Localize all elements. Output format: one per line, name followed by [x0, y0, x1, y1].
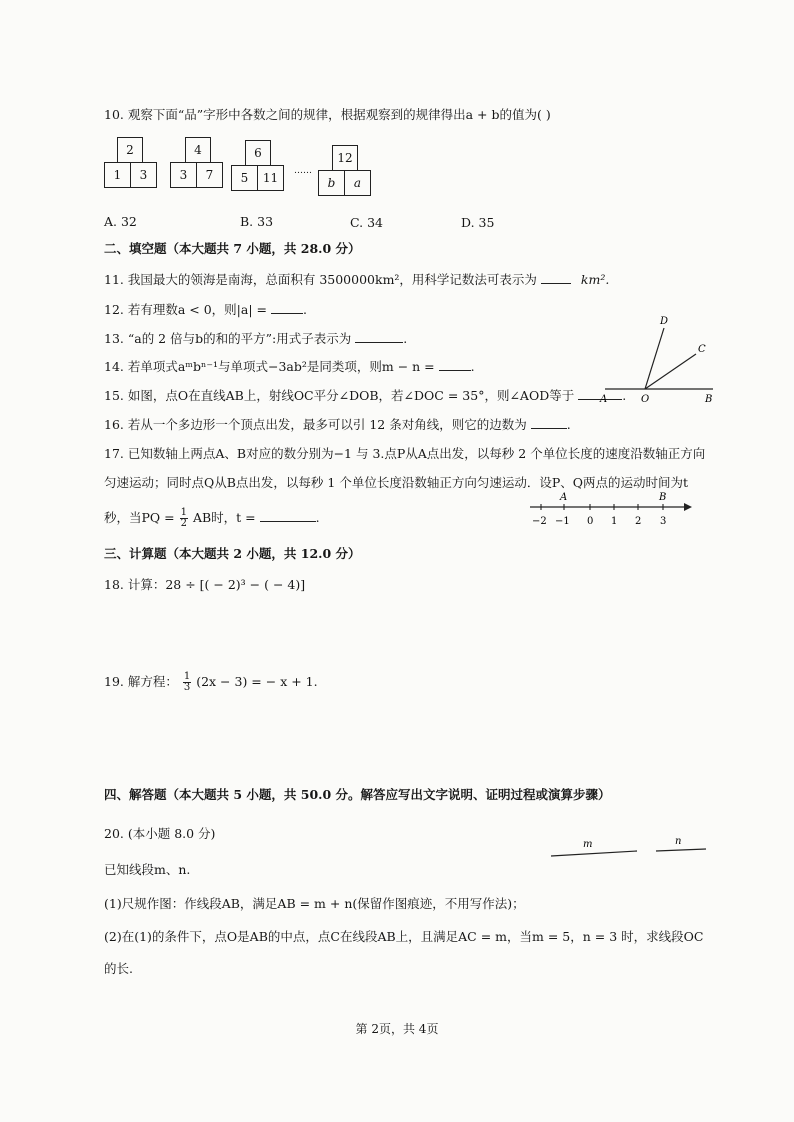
- figure-top-cell: 4: [185, 137, 211, 163]
- point-b-label: B: [659, 492, 667, 503]
- ellipsis: ……: [294, 166, 312, 176]
- figure-top-cell: 12: [332, 145, 358, 171]
- q20-part1: (1)尺规作图：作线段AB，满足AB = m + n(保留作图痕迹，不用写作法)；: [104, 896, 525, 911]
- q16-end: .: [566, 417, 571, 432]
- q15: [104, 387, 626, 405]
- answer-blank: [541, 271, 571, 284]
- fraction: [183, 672, 191, 693]
- q20-head: 20. (本小题 8.0 分): [104, 826, 216, 841]
- point-a-label: A: [560, 492, 568, 503]
- figure-right-cell: 7: [197, 162, 223, 188]
- q20-given: 已知线段m、n.: [104, 862, 191, 877]
- fraction: [180, 508, 188, 529]
- frac-den: 3: [183, 682, 191, 693]
- q16: [104, 416, 571, 434]
- q11: [104, 271, 609, 289]
- answer-blank: [271, 301, 303, 314]
- answer-blank: [355, 330, 403, 343]
- figure-left-cell: b: [318, 170, 345, 196]
- q14: [104, 358, 475, 376]
- q12-text: 12. 若有理数a < 0，则|a| =: [104, 302, 268, 317]
- figure-right-cell: a: [345, 170, 371, 196]
- segment-m-label: m: [583, 839, 593, 850]
- q17-line3: [104, 508, 320, 529]
- section-4-title: 四、解答题（本大题共 5 小题，共 50.0 分。解答应写出文字说明、证明过程或演算步骤）: [104, 787, 611, 802]
- q11-text: 11. 我国最大的领海是南海，总面积有 3500000km²，用科学记数法可表示为: [104, 272, 537, 287]
- q13-text: 13. “a的 2 倍与b的和的平方”:用式子表示为: [104, 331, 352, 346]
- q13: [104, 330, 407, 348]
- tick-label: −2: [532, 516, 547, 527]
- q14-text: 14. 若单项式aᵐbⁿ⁻¹与单项式−3ab²是同类项，则m − n =: [104, 359, 435, 374]
- tick-label: −1: [555, 516, 570, 527]
- q12-end: .: [303, 302, 307, 317]
- q17-line3a: 秒，当PQ =: [104, 510, 175, 525]
- q17-line2: 匀速运动；同时点Q从B点出发，以每秒 1 个单位长度沿数轴正方向匀速运动．设P、Q两点的运动时间为t: [104, 475, 689, 490]
- frac-num: 1: [183, 671, 191, 682]
- q17-line3b: AB时，t =: [192, 510, 256, 525]
- q15-end: .: [622, 388, 627, 403]
- q13-end: .: [403, 331, 408, 346]
- angle-figure: [595, 312, 725, 404]
- figure-left-cell: 5: [231, 165, 258, 191]
- tick-label: 0: [587, 516, 594, 527]
- frac-num: 1: [180, 507, 187, 518]
- q16-text: 16. 若从一个多边形一个顶点出发，最多可以引 12 条对角线，则它的边数为: [104, 417, 527, 432]
- q17-end: .: [315, 510, 320, 525]
- q11-unit: km².: [580, 272, 610, 287]
- frac-den: 2: [180, 518, 187, 529]
- q19-prefix: 19. 解方程：: [104, 674, 178, 689]
- option-b: B. 33: [240, 214, 274, 229]
- q19: [104, 672, 318, 693]
- option-a: A. 32: [104, 214, 137, 229]
- tick-label: 1: [611, 516, 618, 527]
- section-3-title: 三、计算题（本大题共 2 小题，共 12.0 分）: [104, 546, 361, 561]
- q14-end: .: [470, 359, 475, 374]
- figure-top-cell: 6: [245, 140, 271, 166]
- label-c: C: [698, 344, 706, 355]
- q10-text: 10. 观察下面“品”字形中各数之间的规律，根据观察到的规律得出a + b的值为( ): [104, 107, 551, 122]
- figure-right-cell: 3: [131, 162, 157, 188]
- q12: [104, 301, 307, 319]
- answer-blank: [439, 358, 471, 371]
- option-d: D. 35: [461, 215, 495, 230]
- q20-part2b: 的长.: [104, 961, 133, 976]
- q17-line1: 17. 已知数轴上两点A、B对应的数分别为−1 与 3.点P从A点出发，以每秒 2 个单位长度的速度沿数轴正方向: [104, 446, 706, 461]
- figure-left-cell: 3: [170, 162, 197, 188]
- segments-figure: [545, 832, 715, 860]
- page-footer: 第 2页，共 4页: [355, 1022, 439, 1036]
- q19-rest: (2x − 3) = − x + 1.: [196, 674, 318, 689]
- figure-right-cell: 11: [258, 165, 284, 191]
- label-d: D: [660, 316, 669, 327]
- label-o: O: [641, 394, 650, 404]
- answer-blank: [260, 509, 316, 522]
- tick-label: 2: [635, 516, 642, 527]
- number-line: [526, 488, 694, 532]
- q20-part2: (2)在(1)的条件下，点O是AB的中点，点C在线段AB上，且满足AC = m，当m = 5，n = 3 时，求线段OC: [104, 929, 704, 944]
- label-a: A: [600, 394, 608, 404]
- segment-n-label: n: [675, 836, 682, 847]
- q15-text: 15. 如图，点O在直线AB上，射线OC平分∠DOB，若∠DOC = 35°，则∠AOD等于: [104, 388, 575, 403]
- tick-label: 3: [660, 516, 667, 527]
- section-2-title: 二、填空题（本大题共 7 小题，共 28.0 分）: [104, 241, 361, 256]
- figure-top-cell: 2: [117, 137, 143, 163]
- option-c: C. 34: [350, 215, 383, 230]
- q18: 18. 计算：28 ÷ [( − 2)³ − ( − 4)]: [104, 577, 306, 592]
- figure-left-cell: 1: [104, 162, 131, 188]
- label-b: B: [705, 394, 713, 404]
- answer-blank: [531, 416, 567, 429]
